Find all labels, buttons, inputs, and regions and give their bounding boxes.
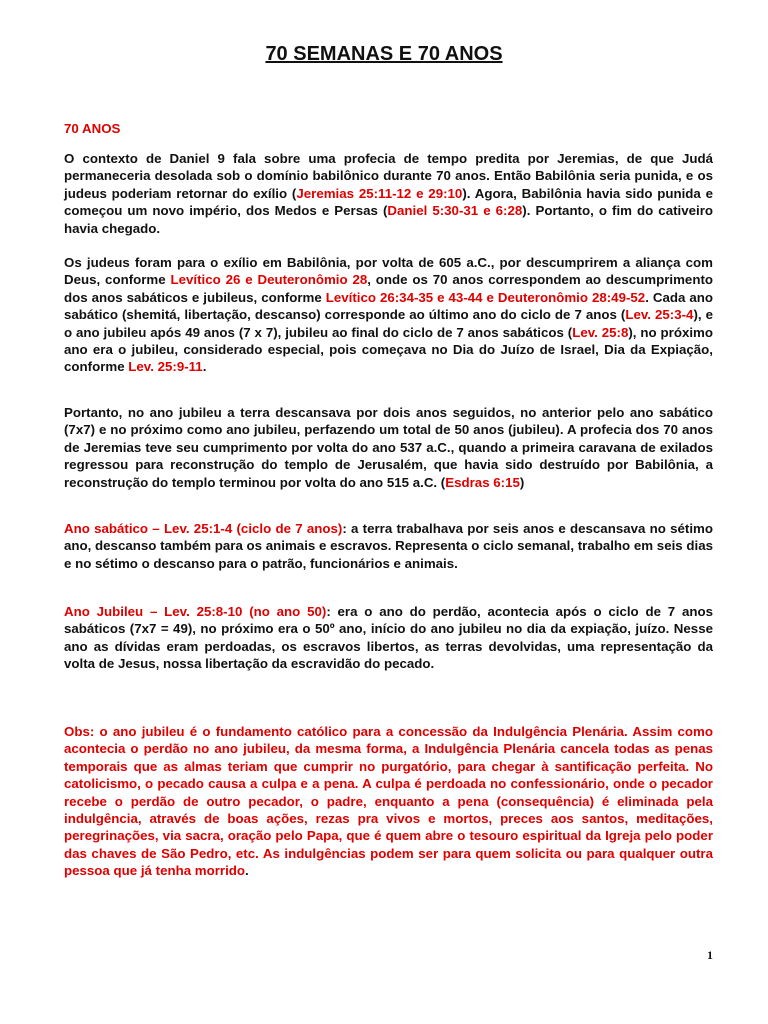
- body-text: : era o ano do perdão, acontecia após o ciclo de 7 anos sabáticos (7x7 = 49), no próximo era o 50º ano, início do ano jubileu no dia da expiação, juízo. Nesse ano as dívidas eram perdoadas, os escravos libertos, as terras devolvidas, uma representação da volta de Jesus, nossa libertação da escravidão do pecado.: [64, 604, 713, 672]
- paragraph-jubilee-rest: [64, 404, 713, 491]
- body-text: : a terra trabalhava por seis anos e descansava no sétimo ano, descanso também para os animais e escravos. Representa o ciclo semanal, trabalho em seis dias e no sétimo o descanso para o patrão, funcionários e animais.: [64, 521, 714, 571]
- reference-text: Daniel 5:30-31 e 6:28: [387, 203, 523, 219]
- body-text: .: [202, 359, 207, 375]
- body-text: , onde os 70 anos correspondem ao descumprimento dos anos sabáticos e jubileus, conforme: [64, 272, 714, 305]
- paragraph-jubilee-year: [64, 603, 713, 673]
- body-text: . Cada ano sabático (shemitá, libertação, descanso) corresponde ao último ano do ciclo de 7 anos (: [64, 289, 713, 323]
- body-text: .: [245, 863, 249, 879]
- reference-text: Ano sabático – Lev. 25:1-4 (ciclo de 7 anos): [64, 521, 343, 536]
- reference-text: Obs: o ano jubileu é o fundamento católico para a concessão da Indulgência Plenária. Assim como acontecia o perdão no ano jubileu, da mesma forma, a Indulgência Plenária cancela todas as penas temporais que as almas teriam que cumprir no purgatório, para chegar à santificação perfeita. No catolicismo, o pecado causa a culpa e a pena. A culpa é perdoada no confessionário, onde o pecador recebe o perdão de outro pecador, o padre, enquanto a pena (consequência) é eliminada pela indulgência, através de boas ações, rezas pra vivos e mortos, preces aos santos, meditações, peregrinações, via sacra, oração pelo Papa, que é quem abre o tesouro espiritual da Igreja pelo poder das chaves de São Pedro, etc. As indulgências podem ser para quem solicita ou para qualquer outra pessoa que já tenha morrido: [64, 724, 713, 879]
- body-text: ), no próximo ano era o jubileu, considerado especial, pois começava no Dia do Juízo de Israel, Dia da Expiação, conforme: [64, 324, 713, 375]
- body-text: Os judeus foram para o exílio em Babilônia, por volta de 605 a.C., por descumprirem a aliança com Deus, conforme: [64, 255, 713, 288]
- reference-text: Lev. 25:3-4: [625, 307, 694, 323]
- body-text: ). Portanto, o fim do cativeiro havia chegado.: [64, 203, 713, 236]
- reference-text: Levítico 26:34-35 e 43-44 e Deuteronômio 28:49-52: [325, 289, 646, 305]
- body-text: Portanto, no ano jubileu a terra descansava por dois anos seguidos, no anterior pelo ano sabático (7x7) e no próximo como ano jubileu, perfazendo um total de 50 anos (jubileu). A profecia dos 70 anos de Jeremias teve seu cumprimento por volta do ano 537 a.C., quando a primeira caravana de exilados regressou para reconstrução do templo de Jerusalém, que havia sido destruído por Babilônia, a reconstrução do templo terminou por volta do ano 515 a.C. (: [64, 405, 713, 490]
- reference-text: Lev. 25:8: [572, 324, 629, 340]
- reference-text: Lev. 25:9-11: [128, 359, 203, 375]
- paragraph-exile: [64, 254, 713, 376]
- paragraph-sabbatical-year: [64, 520, 713, 572]
- body-text: O contexto de Daniel 9 fala sobre uma profecia de tempo predita por Jeremias, de que Judá permaneceria desolada sob o domínio babilônico durante 70 anos. Então Babilônia seria punida, e os judeus poderiam retornar do exílio (: [64, 151, 713, 201]
- page-number: 1: [707, 948, 713, 962]
- document-title: 70 SEMANAS E 70 ANOS: [265, 43, 503, 65]
- paragraph-observation: [64, 723, 713, 880]
- body-text: ), e o ano jubileu após 49 anos (7 x 7), jubileu ao final do ciclo de 7 anos sabáticos (: [64, 307, 713, 340]
- paragraph-context-daniel: [64, 150, 713, 237]
- body-text: ): [519, 474, 525, 490]
- reference-text: Jeremias 25:11-12 e 29:10: [296, 185, 463, 201]
- body-text: ). Agora, Babilônia havia sido punida e começou um novo império, dos Medos e Persas (: [64, 185, 714, 219]
- section-heading: 70 ANOS: [64, 121, 121, 136]
- reference-text: Esdras 6:15: [445, 474, 520, 490]
- reference-text: Levítico 26 e Deuteronômio 28: [170, 272, 368, 288]
- reference-text: Ano Jubileu – Lev. 25:8-10 (no ano 50): [64, 604, 327, 619]
